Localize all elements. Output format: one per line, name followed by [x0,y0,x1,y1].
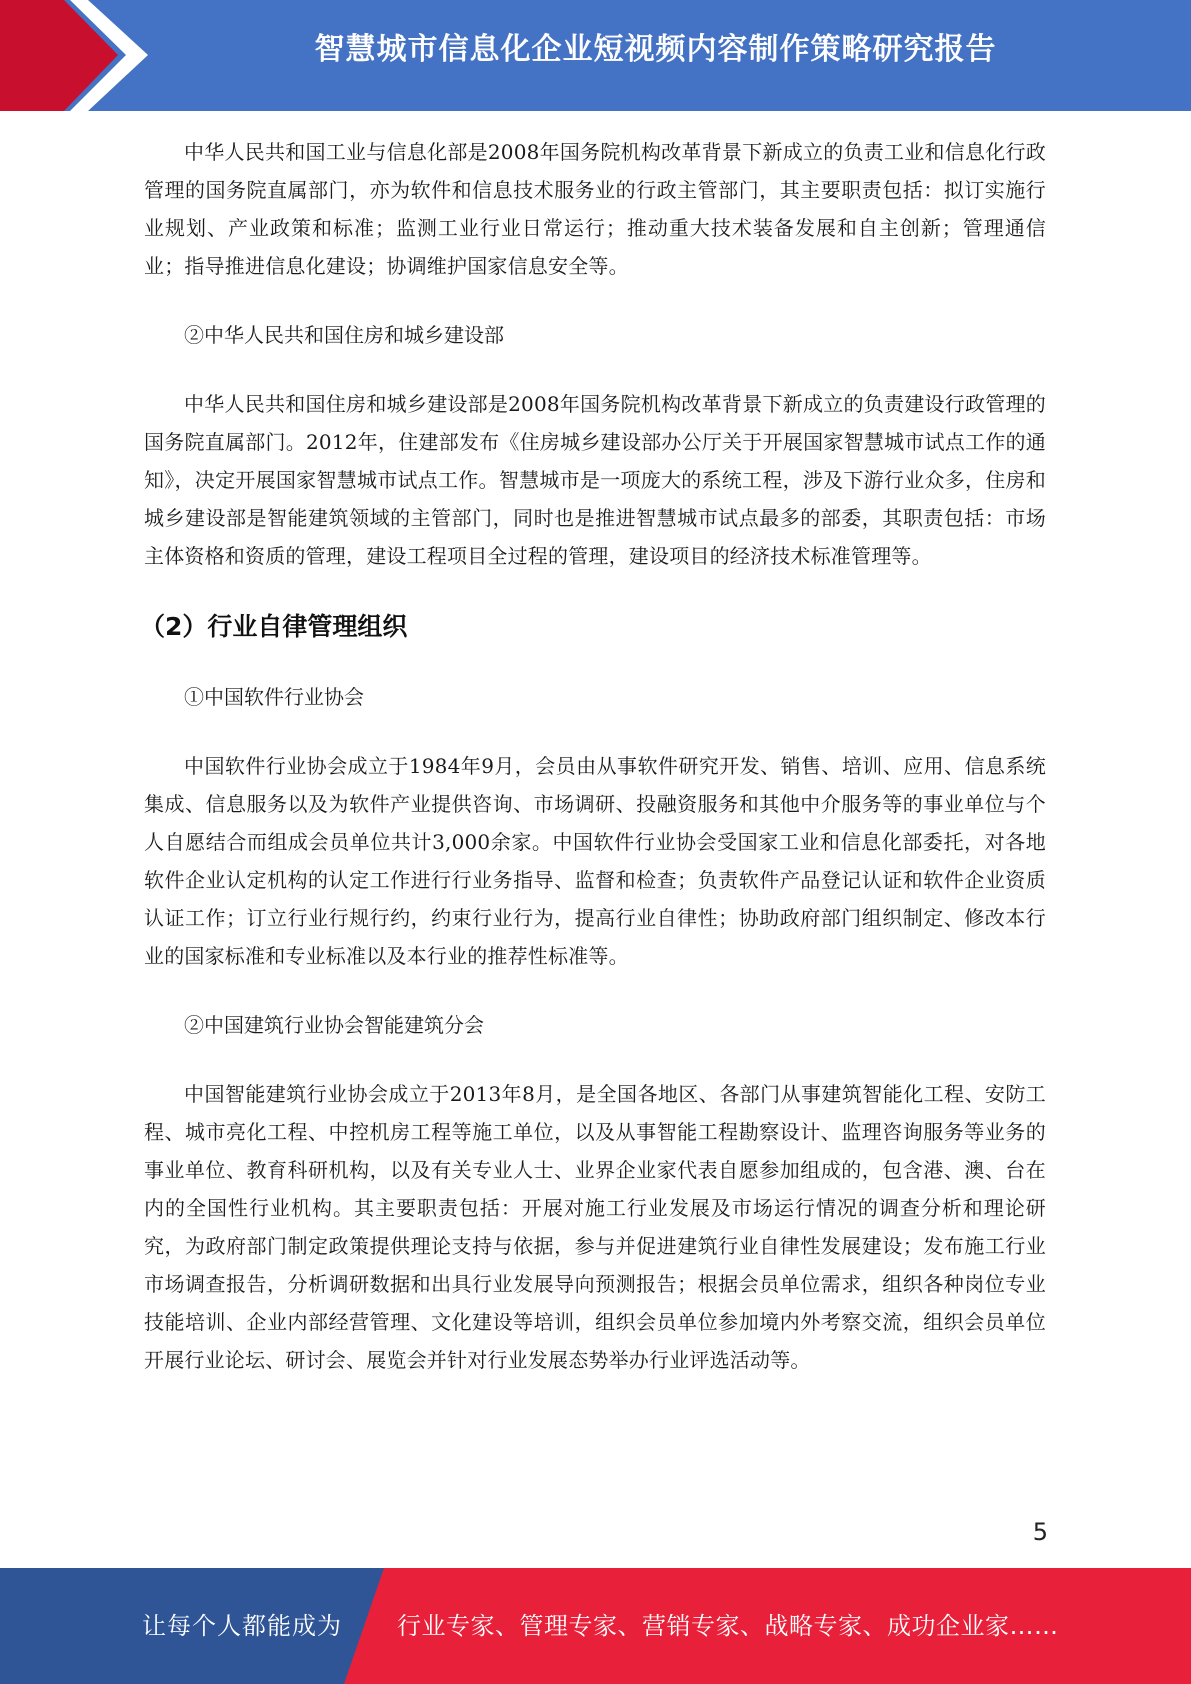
page-number: 5 [1032,1518,1048,1546]
paragraph-csia: 中国软件行业协会成立于1984年9月，会员由从事软件研究开发、销售、培训、应用、信息系统集成、信息服务以及为软件产业提供咨询、市场调研、投融资服务和其他中介服务等的事业单位与个人自愿结合而组成会员单位共计3,000余家。中国软件行业协会受国家工业和信息化部委托，对各地软件企业认定机构的认定工作进行行业务指导、监督和检查；负责软件产品登记认证和软件企业资质认证工作；订立行业行规行约，约束行业行为，提高行业自律性；协助政府部门组织制定、修改本行业的国家标准和专业标准以及本行业的推荐性标准等。 [144,754,1046,968]
document-body [140,133,1046,1410]
section-heading-self-regulation: （2）行业自律管理组织 [140,612,408,641]
paragraph-mohurd: 中华人民共和国住房和城乡建设部是2008年国务院机构改革背景下新成立的负责建设行政管理的国务院直属部门。2012年，住建部发布《住房城乡建设部办公厅关于开展国家智慧城市试点工作的通知》，决定开展国家智慧城市试点工作。智慧城市是一项庞大的系统工程，涉及下游行业众多，住房和城乡建设部是智能建筑领域的主管部门，同时也是推进智慧城市试点最多的部委，其职责包括：市场主体资格和资质的管理，建设工程项目全过程的管理，建设项目的经济技术标准管理等。 [144,392,1046,568]
paragraph-miit: 中华人民共和国工业与信息化部是2008年国务院机构改革背景下新成立的负责工业和信息化行政管理的国务院直属部门，亦为软件和信息技术服务业的行政主管部门，其主要职责包括：拟订实施行业规划、产业政策和标准；监测工业行业日常运行；推动重大技术装备发展和自主创新；管理通信业；指导推进信息化建设；协调维护国家信息安全等。 [144,140,1046,278]
page-footer [0,1568,1191,1684]
subheading-intelligent-building-branch: ②中国建筑行业协会智能建筑分会 [184,1013,484,1037]
subheading-mohurd: ②中华人民共和国住房和城乡建设部 [184,323,504,347]
subheading-csia: ①中国软件行业协会 [184,685,364,709]
footer-slogan-left: 让每个人都能成为 [142,1612,342,1640]
header-arrow-decoration [0,0,160,111]
report-title: 智慧城市信息化企业短视频内容制作策略研究报告 [314,32,997,67]
footer-slogan-right: 行业专家、管理专家、营销专家、战略专家、成功企业家…… [397,1612,1059,1640]
page-header [0,0,1191,111]
paragraph-intelligent-building-association: 中国智能建筑行业协会成立于2013年8月，是全国各地区、各部门从事建筑智能化工程、安防工程、城市亮化工程、中控机房工程等施工单位，以及从事智能工程勘察设计、监理咨询服务等业务的事业单位、教育科研机构，以及有关专业人士、业界企业家代表自愿参加组成的，包含港、澳、台在内的全国性行业机构。其主要职责包括：开展对施工行业发展及市场运行情况的调查分析和理论研究，为政府部门制定政策提供理论支持与依据，参与并促进建筑行业自律性发展建设；发布施工行业市场调查报告，分析调研数据和出具行业发展导向预测报告；根据会员单位需求，组织各种岗位专业技能培训、企业内部经营管理、文化建设等培训，组织会员单位参加境内外考察交流，组织会员单位开展行业论坛、研讨会、展览会并针对行业发展态势举办行业评选活动等。 [144,1082,1046,1372]
